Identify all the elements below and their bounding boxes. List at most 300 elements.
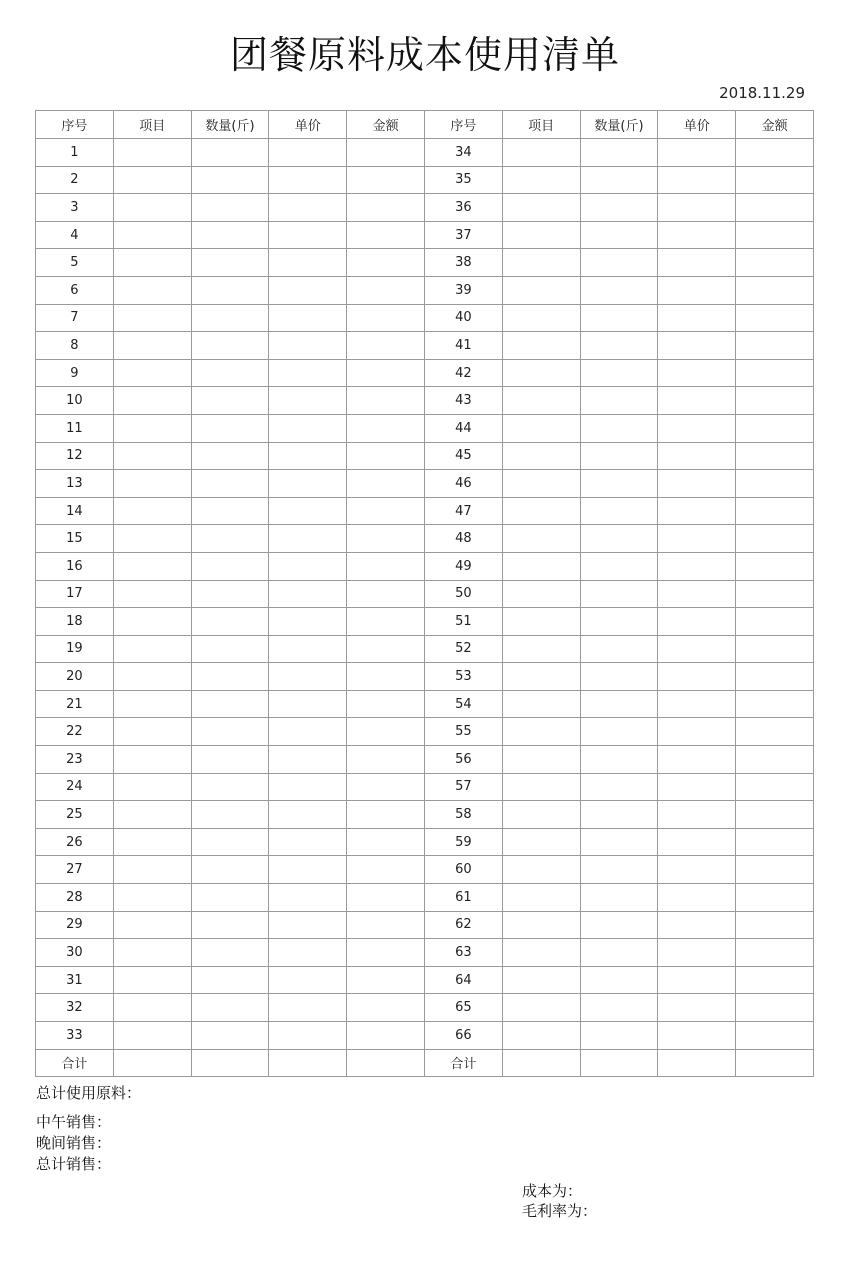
amount-cell[interactable] [347, 387, 425, 415]
item-cell[interactable] [113, 994, 191, 1022]
quantity-cell[interactable] [191, 304, 269, 332]
unit-price-cell[interactable] [269, 801, 347, 829]
quantity-cell[interactable] [580, 966, 658, 994]
amount-cell[interactable] [736, 139, 814, 167]
unit-price-cell[interactable] [269, 249, 347, 277]
amount-cell[interactable] [736, 525, 814, 553]
quantity-cell[interactable] [580, 332, 658, 360]
quantity-cell[interactable] [191, 525, 269, 553]
unit-price-cell[interactable] [269, 525, 347, 553]
unit-price-cell[interactable] [269, 828, 347, 856]
unit-price-cell[interactable] [269, 1022, 347, 1050]
item-cell[interactable] [113, 525, 191, 553]
unit-price-cell[interactable] [658, 497, 736, 525]
amount-cell[interactable] [347, 801, 425, 829]
item-cell[interactable] [113, 442, 191, 470]
unit-price-cell[interactable] [269, 332, 347, 360]
unit-price-cell[interactable] [269, 414, 347, 442]
amount-cell[interactable] [736, 911, 814, 939]
quantity-cell[interactable] [580, 994, 658, 1022]
item-cell[interactable] [113, 387, 191, 415]
item-cell[interactable] [502, 911, 580, 939]
amount-cell[interactable] [347, 828, 425, 856]
item-cell[interactable] [113, 497, 191, 525]
item-cell[interactable] [113, 194, 191, 222]
quantity-cell[interactable] [191, 773, 269, 801]
item-cell[interactable] [502, 939, 580, 967]
unit-price-cell[interactable] [658, 387, 736, 415]
row-number-cell: 50 [424, 580, 502, 608]
item-cell[interactable] [502, 552, 580, 580]
unit-price-cell[interactable] [658, 828, 736, 856]
unit-price-cell[interactable] [658, 884, 736, 912]
amount-cell[interactable] [736, 856, 814, 884]
amount-cell[interactable] [347, 718, 425, 746]
item-cell[interactable] [502, 773, 580, 801]
quantity-cell[interactable] [580, 552, 658, 580]
item-cell[interactable] [502, 663, 580, 691]
amount-cell[interactable] [347, 773, 425, 801]
amount-cell[interactable] [736, 249, 814, 277]
unit-price-cell[interactable] [658, 994, 736, 1022]
item-cell[interactable] [502, 608, 580, 636]
row-number-cell: 35 [424, 166, 502, 194]
quantity-cell[interactable] [191, 387, 269, 415]
item-cell[interactable] [502, 856, 580, 884]
quantity-cell[interactable] [191, 249, 269, 277]
quantity-cell[interactable] [580, 690, 658, 718]
unit-price-cell[interactable] [269, 856, 347, 884]
unit-price-cell[interactable] [658, 663, 736, 691]
item-cell[interactable] [502, 442, 580, 470]
amount-cell[interactable] [736, 1022, 814, 1050]
item-cell[interactable] [502, 690, 580, 718]
amount-cell[interactable] [736, 194, 814, 222]
total-value-cell[interactable] [502, 1049, 580, 1077]
quantity-cell[interactable] [580, 608, 658, 636]
item-cell[interactable] [502, 525, 580, 553]
unit-price-cell[interactable] [658, 221, 736, 249]
unit-price-cell[interactable] [269, 387, 347, 415]
item-cell[interactable] [502, 718, 580, 746]
amount-cell[interactable] [736, 884, 814, 912]
unit-price-cell[interactable] [658, 690, 736, 718]
item-cell[interactable] [113, 359, 191, 387]
unit-price-cell[interactable] [269, 304, 347, 332]
quantity-cell[interactable] [580, 856, 658, 884]
unit-price-cell[interactable] [269, 608, 347, 636]
row-number-cell: 1 [36, 139, 114, 167]
amount-cell[interactable] [736, 304, 814, 332]
quantity-cell[interactable] [580, 828, 658, 856]
quantity-cell[interactable] [191, 856, 269, 884]
row-number-cell: 38 [424, 249, 502, 277]
quantity-cell[interactable] [580, 580, 658, 608]
item-cell[interactable] [113, 801, 191, 829]
quantity-cell[interactable] [191, 497, 269, 525]
total-value-cell[interactable] [269, 1049, 347, 1077]
quantity-cell[interactable] [580, 663, 658, 691]
item-cell[interactable] [113, 332, 191, 360]
item-cell[interactable] [113, 1022, 191, 1050]
quantity-cell[interactable] [580, 497, 658, 525]
amount-cell[interactable] [347, 884, 425, 912]
total-value-cell[interactable] [580, 1049, 658, 1077]
amount-cell[interactable] [347, 194, 425, 222]
row-number-cell: 11 [36, 414, 114, 442]
amount-cell[interactable] [736, 552, 814, 580]
quantity-cell[interactable] [580, 746, 658, 774]
row-number-cell: 10 [36, 387, 114, 415]
amount-cell[interactable] [736, 276, 814, 304]
amount-cell[interactable] [347, 635, 425, 663]
unit-price-cell[interactable] [269, 718, 347, 746]
quantity-cell[interactable] [191, 608, 269, 636]
quantity-cell[interactable] [191, 828, 269, 856]
amount-cell[interactable] [347, 690, 425, 718]
unit-price-cell[interactable] [269, 194, 347, 222]
item-cell[interactable] [502, 1022, 580, 1050]
item-cell[interactable] [502, 194, 580, 222]
unit-price-cell[interactable] [269, 773, 347, 801]
amount-cell[interactable] [736, 994, 814, 1022]
amount-cell[interactable] [736, 580, 814, 608]
amount-cell[interactable] [736, 387, 814, 415]
quantity-cell[interactable] [191, 139, 269, 167]
quantity-cell[interactable] [191, 580, 269, 608]
table-row [36, 414, 814, 442]
unit-price-cell[interactable] [658, 470, 736, 498]
item-cell[interactable] [113, 139, 191, 167]
quantity-cell[interactable] [191, 470, 269, 498]
unit-price-cell[interactable] [658, 580, 736, 608]
quantity-cell[interactable] [191, 663, 269, 691]
quantity-cell[interactable] [191, 911, 269, 939]
amount-cell[interactable] [736, 470, 814, 498]
unit-price-cell[interactable] [658, 966, 736, 994]
item-cell[interactable] [502, 414, 580, 442]
row-number-cell: 29 [36, 911, 114, 939]
amount-cell[interactable] [347, 497, 425, 525]
amount-cell[interactable] [347, 359, 425, 387]
unit-price-cell[interactable] [269, 580, 347, 608]
amount-cell[interactable] [736, 221, 814, 249]
unit-price-cell[interactable] [658, 911, 736, 939]
unit-price-cell[interactable] [658, 856, 736, 884]
amount-cell[interactable] [347, 552, 425, 580]
amount-cell[interactable] [736, 801, 814, 829]
amount-cell[interactable] [347, 470, 425, 498]
amount-cell[interactable] [347, 332, 425, 360]
amount-cell[interactable] [736, 166, 814, 194]
quantity-cell[interactable] [580, 801, 658, 829]
quantity-cell[interactable] [191, 359, 269, 387]
item-cell[interactable] [113, 552, 191, 580]
item-cell[interactable] [113, 884, 191, 912]
row-number-cell: 30 [36, 939, 114, 967]
quantity-cell[interactable] [191, 221, 269, 249]
item-cell[interactable] [502, 387, 580, 415]
quantity-cell[interactable] [191, 194, 269, 222]
amount-cell[interactable] [347, 276, 425, 304]
quantity-cell[interactable] [580, 359, 658, 387]
unit-price-cell[interactable] [269, 442, 347, 470]
unit-price-cell[interactable] [658, 552, 736, 580]
total-value-cell[interactable] [113, 1049, 191, 1077]
amount-cell[interactable] [347, 939, 425, 967]
item-cell[interactable] [502, 221, 580, 249]
item-cell[interactable] [502, 359, 580, 387]
item-cell[interactable] [502, 746, 580, 774]
unit-price-cell[interactable] [658, 304, 736, 332]
total-value-cell[interactable] [658, 1049, 736, 1077]
quantity-cell[interactable] [191, 332, 269, 360]
quantity-cell[interactable] [580, 249, 658, 277]
amount-cell[interactable] [347, 994, 425, 1022]
total-material-label: 总计使用原料： [36, 1084, 142, 1102]
quantity-cell[interactable] [191, 718, 269, 746]
unit-price-cell[interactable] [658, 939, 736, 967]
quantity-cell[interactable] [191, 166, 269, 194]
quantity-cell[interactable] [580, 470, 658, 498]
item-cell[interactable] [113, 304, 191, 332]
amount-cell[interactable] [736, 497, 814, 525]
quantity-cell[interactable] [191, 1022, 269, 1050]
amount-cell[interactable] [736, 663, 814, 691]
amount-cell[interactable] [736, 359, 814, 387]
quantity-cell[interactable] [191, 276, 269, 304]
row-number-cell: 61 [424, 884, 502, 912]
header-cell: 金额 [347, 111, 425, 139]
unit-price-cell[interactable] [269, 276, 347, 304]
total-value-cell[interactable] [191, 1049, 269, 1077]
unit-price-cell[interactable] [269, 166, 347, 194]
quantity-cell[interactable] [580, 139, 658, 167]
unit-price-cell[interactable] [658, 1022, 736, 1050]
quantity-cell[interactable] [580, 884, 658, 912]
table-row [36, 966, 814, 994]
row-number-cell: 3 [36, 194, 114, 222]
table-row [36, 994, 814, 1022]
unit-price-cell[interactable] [658, 276, 736, 304]
unit-price-cell[interactable] [269, 635, 347, 663]
unit-price-cell[interactable] [658, 414, 736, 442]
item-cell[interactable] [113, 635, 191, 663]
row-number-cell: 43 [424, 387, 502, 415]
amount-cell[interactable] [736, 773, 814, 801]
unit-price-cell[interactable] [269, 221, 347, 249]
unit-price-cell[interactable] [658, 608, 736, 636]
quantity-cell[interactable] [580, 387, 658, 415]
row-number-cell: 65 [424, 994, 502, 1022]
unit-price-cell[interactable] [269, 911, 347, 939]
amount-cell[interactable] [347, 414, 425, 442]
item-cell[interactable] [502, 580, 580, 608]
item-cell[interactable] [502, 304, 580, 332]
amount-cell[interactable] [347, 966, 425, 994]
item-cell[interactable] [113, 470, 191, 498]
item-cell[interactable] [502, 470, 580, 498]
amount-cell[interactable] [347, 608, 425, 636]
quantity-cell[interactable] [580, 414, 658, 442]
item-cell[interactable] [502, 166, 580, 194]
quantity-cell[interactable] [580, 911, 658, 939]
item-cell[interactable] [502, 801, 580, 829]
item-cell[interactable] [113, 939, 191, 967]
row-number-cell: 21 [36, 690, 114, 718]
amount-cell[interactable] [347, 663, 425, 691]
amount-cell[interactable] [347, 166, 425, 194]
unit-price-cell[interactable] [269, 690, 347, 718]
quantity-cell[interactable] [191, 746, 269, 774]
quantity-cell[interactable] [580, 442, 658, 470]
item-cell[interactable] [502, 332, 580, 360]
quantity-cell[interactable] [191, 939, 269, 967]
item-cell[interactable] [113, 966, 191, 994]
amount-cell[interactable] [736, 414, 814, 442]
quantity-cell[interactable] [191, 635, 269, 663]
unit-price-cell[interactable] [269, 994, 347, 1022]
unit-price-cell[interactable] [658, 442, 736, 470]
unit-price-cell[interactable] [269, 884, 347, 912]
quantity-cell[interactable] [191, 414, 269, 442]
unit-price-cell[interactable] [269, 552, 347, 580]
amount-cell[interactable] [347, 1022, 425, 1050]
table-row [36, 525, 814, 553]
item-cell[interactable] [113, 414, 191, 442]
quantity-cell[interactable] [580, 939, 658, 967]
unit-price-cell[interactable] [658, 525, 736, 553]
amount-cell[interactable] [736, 746, 814, 774]
unit-price-cell[interactable] [658, 801, 736, 829]
amount-cell[interactable] [347, 911, 425, 939]
unit-price-cell[interactable] [658, 332, 736, 360]
quantity-cell[interactable] [191, 966, 269, 994]
row-number-cell: 6 [36, 276, 114, 304]
quantity-cell[interactable] [580, 276, 658, 304]
row-number-cell: 64 [424, 966, 502, 994]
item-cell[interactable] [502, 276, 580, 304]
row-number-cell: 57 [424, 773, 502, 801]
quantity-cell[interactable] [191, 552, 269, 580]
amount-cell[interactable] [736, 608, 814, 636]
item-cell[interactable] [113, 276, 191, 304]
row-number-cell: 59 [424, 828, 502, 856]
quantity-cell[interactable] [580, 525, 658, 553]
table-row [36, 939, 814, 967]
item-cell[interactable] [113, 773, 191, 801]
total-value-cell[interactable] [347, 1049, 425, 1077]
amount-cell[interactable] [347, 221, 425, 249]
amount-cell[interactable] [736, 718, 814, 746]
amount-cell[interactable] [347, 856, 425, 884]
amount-cell[interactable] [347, 746, 425, 774]
row-number-cell: 25 [36, 801, 114, 829]
unit-price-cell[interactable] [658, 139, 736, 167]
unit-price-cell[interactable] [658, 166, 736, 194]
amount-cell[interactable] [736, 939, 814, 967]
table-row [36, 911, 814, 939]
unit-price-cell[interactable] [269, 663, 347, 691]
item-cell[interactable] [113, 608, 191, 636]
unit-price-cell[interactable] [269, 966, 347, 994]
quantity-cell[interactable] [580, 304, 658, 332]
amount-cell[interactable] [347, 139, 425, 167]
amount-cell[interactable] [347, 442, 425, 470]
quantity-cell[interactable] [191, 690, 269, 718]
item-cell[interactable] [113, 856, 191, 884]
amount-cell[interactable] [736, 635, 814, 663]
item-cell[interactable] [113, 911, 191, 939]
amount-cell[interactable] [736, 442, 814, 470]
table-row [36, 635, 814, 663]
item-cell[interactable] [113, 690, 191, 718]
unit-price-cell[interactable] [658, 249, 736, 277]
quantity-cell[interactable] [191, 994, 269, 1022]
amount-cell[interactable] [736, 690, 814, 718]
quantity-cell[interactable] [580, 718, 658, 746]
item-cell[interactable] [113, 828, 191, 856]
amount-cell[interactable] [347, 249, 425, 277]
amount-cell[interactable] [347, 525, 425, 553]
quantity-cell[interactable] [580, 1022, 658, 1050]
item-cell[interactable] [113, 580, 191, 608]
unit-price-cell[interactable] [658, 635, 736, 663]
item-cell[interactable] [502, 497, 580, 525]
amount-cell[interactable] [736, 828, 814, 856]
amount-cell[interactable] [347, 580, 425, 608]
item-cell[interactable] [502, 994, 580, 1022]
item-cell[interactable] [502, 884, 580, 912]
item-cell[interactable] [502, 249, 580, 277]
quantity-cell[interactable] [191, 884, 269, 912]
quantity-cell[interactable] [191, 442, 269, 470]
amount-cell[interactable] [736, 966, 814, 994]
unit-price-cell[interactable] [658, 718, 736, 746]
total-value-cell[interactable] [736, 1049, 814, 1077]
amount-cell[interactable] [347, 304, 425, 332]
unit-price-cell[interactable] [269, 939, 347, 967]
unit-price-cell[interactable] [658, 359, 736, 387]
row-number-cell: 46 [424, 470, 502, 498]
item-cell[interactable] [502, 139, 580, 167]
amount-cell[interactable] [736, 332, 814, 360]
unit-price-cell[interactable] [269, 470, 347, 498]
unit-price-cell[interactable] [658, 194, 736, 222]
quantity-cell[interactable] [580, 635, 658, 663]
item-cell[interactable] [502, 828, 580, 856]
unit-price-cell[interactable] [269, 497, 347, 525]
item-cell[interactable] [113, 166, 191, 194]
item-cell[interactable] [502, 635, 580, 663]
quantity-cell[interactable] [580, 221, 658, 249]
unit-price-cell[interactable] [269, 746, 347, 774]
unit-price-cell[interactable] [658, 746, 736, 774]
quantity-cell[interactable] [191, 801, 269, 829]
item-cell[interactable] [502, 966, 580, 994]
item-cell[interactable] [113, 663, 191, 691]
quantity-cell[interactable] [580, 773, 658, 801]
quantity-cell[interactable] [580, 194, 658, 222]
item-cell[interactable] [113, 221, 191, 249]
unit-price-cell[interactable] [269, 359, 347, 387]
unit-price-cell[interactable] [269, 139, 347, 167]
item-cell[interactable] [113, 718, 191, 746]
quantity-cell[interactable] [580, 166, 658, 194]
item-cell[interactable] [113, 746, 191, 774]
unit-price-cell[interactable] [658, 773, 736, 801]
item-cell[interactable] [113, 249, 191, 277]
